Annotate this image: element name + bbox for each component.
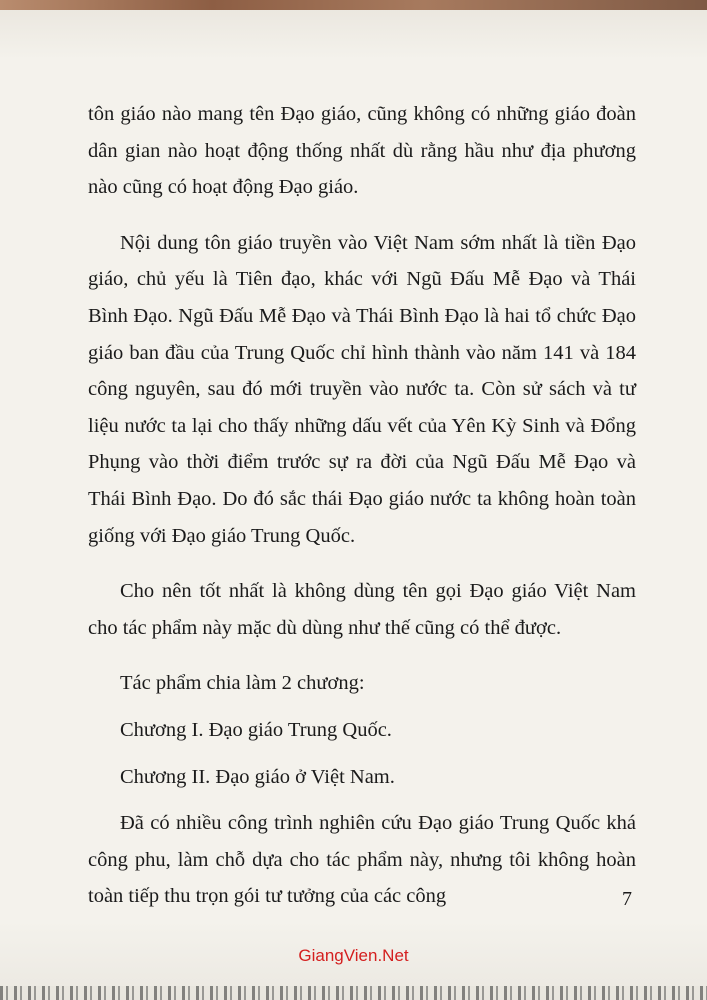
paragraph-continuation: tôn giáo nào mang tên Đạo giáo, cũng không có những giáo đoàn dân gian nào hoạt động thống nhất dù rằng hầu như địa phương nào cũng có hoạt động Đạo giáo.: [88, 103, 636, 199]
chapter-two: Chương II. Đạo giáo ở Việt Nam.: [120, 765, 395, 788]
watermark: GiangVien.Net: [298, 946, 409, 965]
paragraph-origins: Nội dung tôn giáo truyền vào Việt Nam sớm nhất là tiền Đạo giáo, chủ yếu là Tiên đạo, khác với Ngũ Đấu Mễ Đạo và Thái Bình Đạo. Ngũ Đấu Mễ Đạo và Thái Bình Đạo là hai tổ chức Đạo giáo ban đầu của Trung Quốc chỉ hình thành vào năm 141 và 184 công nguyên, sau đó mới truyền vào nước ta. Còn sử sách và tư liệu nước ta lại cho thấy những dấu vết của Yên Kỳ Sinh và Đổng Phụng vào thời điểm trước sự ra đời của Ngũ Đấu Mễ Đạo và Thái Bình Đạo. Do đó sắc thái Đạo giáo nước ta không hoàn toàn giống với Đạo giáo Trung Quốc.: [88, 231, 636, 547]
paragraph-research: Đã có nhiều công trình nghiên cứu Đạo giáo Trung Quốc khá công phu, làm chỗ dựa cho tác phẩm này, nhưng tôi không hoàn toàn tiếp thu trọn gói tư tưởng của các công: [88, 812, 636, 908]
page-number: 7: [622, 888, 632, 910]
chapter-intro: Tác phẩm chia làm 2 chương:: [120, 672, 365, 695]
page-bottom-edge: [0, 986, 707, 1000]
chapter-one: Chương I. Đạo giáo Trung Quốc.: [120, 718, 392, 741]
page-top-edge: [0, 0, 707, 10]
paragraph-naming: Cho nên tốt nhất là không dùng tên gọi Đạo giáo Việt Nam cho tác phẩm này mặc dù dùng như thế cũng có thể được.: [88, 580, 636, 639]
body-text: [88, 96, 636, 934]
